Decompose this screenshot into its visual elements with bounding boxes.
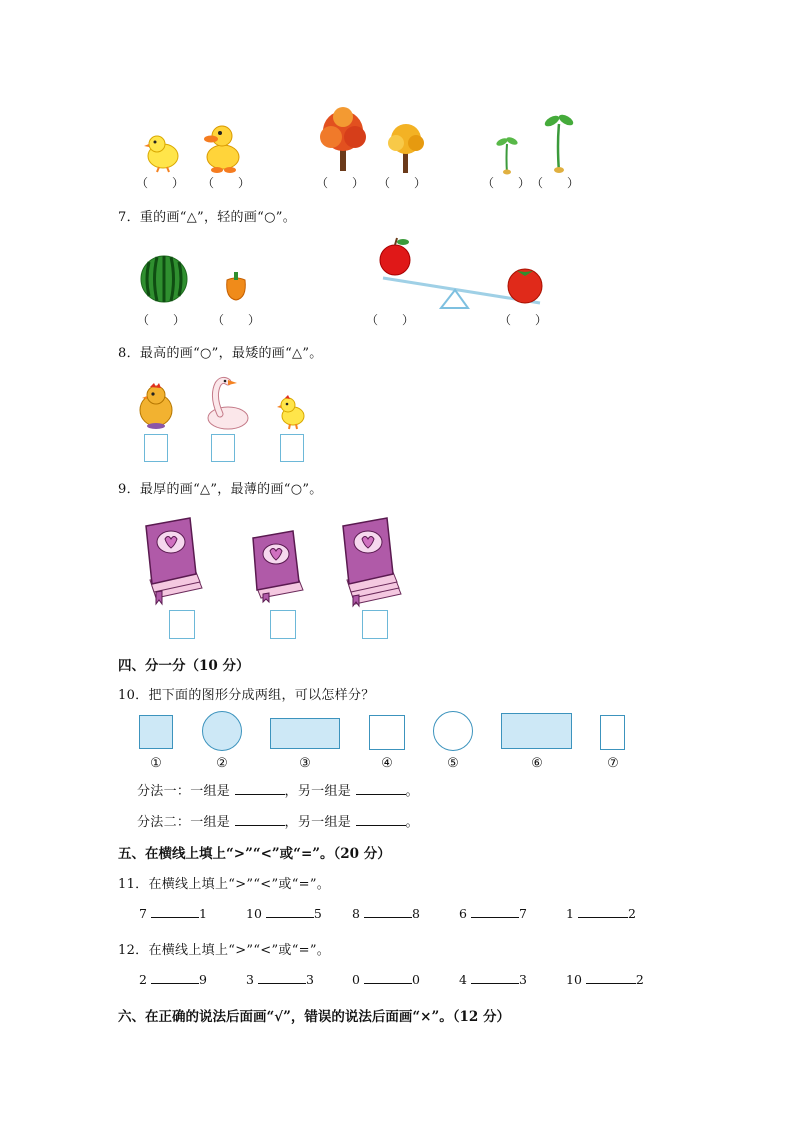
- q11-blank-5[interactable]: [578, 917, 628, 918]
- paren-small-tree: （ ）: [378, 176, 427, 190]
- paren-chick: （ ）: [136, 176, 185, 190]
- q12-blank-2[interactable]: [258, 983, 306, 984]
- question-8: 8．最高的画“○”，最矮的画“△”。: [118, 346, 323, 361]
- medium-book-image: [142, 514, 206, 604]
- q11-item-2: 10 5: [246, 906, 322, 921]
- small-chick-image: [277, 395, 307, 429]
- shape-number-3: ③: [299, 756, 311, 771]
- shape-number-7: ⑦: [607, 756, 619, 771]
- hen-image: [136, 382, 176, 430]
- thin-book-image: [249, 528, 305, 602]
- section-4-title: 四、分一分（10 分）: [118, 658, 250, 674]
- method-2-label-b: ，另一组是: [284, 815, 352, 830]
- goose-image: [204, 374, 250, 432]
- q11-blank-1[interactable]: [151, 917, 199, 918]
- paren-big-tree: （ ）: [316, 176, 365, 190]
- shape-number-4: ④: [381, 756, 393, 771]
- shape-4-square: [369, 715, 405, 750]
- shape-number-1: ①: [150, 756, 162, 771]
- question-12: 12．在横线上填上“>”“<”或“=”。: [118, 943, 331, 958]
- q11-item-5: 1 2: [566, 906, 636, 921]
- question-9: 9．最厚的画“△”，最薄的画“○”。: [118, 482, 323, 497]
- q11-item-3: 8 8: [352, 906, 420, 921]
- seesaw-image: [375, 236, 547, 314]
- chick-image: [143, 132, 183, 172]
- answer-box-chick[interactable]: [280, 434, 304, 462]
- small-sprout-image: [496, 132, 518, 174]
- paren-tall-sprout: （ ）: [531, 176, 580, 190]
- section-6-title: 六、在正确的说法后面画“√”，错误的说法后面画“×”。（12 分）: [118, 1009, 510, 1025]
- q12-item-5: 10 2: [566, 972, 644, 987]
- method-1-blank-a[interactable]: [235, 794, 285, 795]
- answer-box-hen[interactable]: [144, 434, 168, 462]
- q12-item-1: 2 9: [139, 972, 207, 987]
- small-tree-image: [384, 121, 428, 173]
- question-7: 7．重的画“△”，轻的画“○”。: [118, 210, 296, 225]
- paren-tomato: （ ）: [499, 313, 548, 327]
- method-2-blank-a[interactable]: [235, 825, 285, 826]
- shape-2-circle: [202, 711, 242, 751]
- question-10: 10．把下面的图形分成两组，可以怎样分？: [118, 688, 375, 703]
- q12-blank-5[interactable]: [586, 983, 636, 984]
- method-2-label: 分法二：一组是: [137, 815, 231, 830]
- q11-blank-3[interactable]: [364, 917, 412, 918]
- pepper-image: [223, 270, 249, 302]
- q12-item-4: 4 3: [459, 972, 527, 987]
- q11-blank-2[interactable]: [266, 917, 314, 918]
- method-1-line: [137, 780, 419, 799]
- method-2-blank-b[interactable]: [356, 825, 406, 826]
- paren-pepper: （ ）: [212, 313, 261, 327]
- duck-image: [203, 122, 241, 174]
- q11-blank-4[interactable]: [471, 917, 519, 918]
- q11-item-4: 6 7: [459, 906, 527, 921]
- q12-blank-3[interactable]: [364, 983, 412, 984]
- shape-5-circle: [433, 711, 473, 751]
- q12-item-3: 0 0: [352, 972, 420, 987]
- method-1-label: 分法一：一组是: [137, 784, 231, 799]
- thick-book-image: [339, 514, 405, 606]
- answer-box-book-2[interactable]: [270, 610, 296, 639]
- method-1-end: 。: [405, 784, 419, 799]
- paren-apple: （ ）: [366, 313, 415, 327]
- watermelon-image: [139, 254, 189, 304]
- question-11: 11．在横线上填上“>”“<”或“=”。: [118, 877, 331, 892]
- q12-item-2: 3 3: [246, 972, 314, 987]
- paren-watermelon: （ ）: [137, 313, 186, 327]
- section-5-title: 五、在横线上填上“>”“<”或“=”。（20 分）: [118, 846, 391, 862]
- shape-number-6: ⑥: [531, 756, 543, 771]
- shape-1-square: [139, 715, 173, 749]
- shape-3-rectangle: [270, 718, 340, 749]
- shape-number-2: ②: [216, 756, 228, 771]
- q12-blank-4[interactable]: [471, 983, 519, 984]
- method-2-end: 。: [405, 815, 419, 830]
- method-2-line: [137, 811, 419, 830]
- method-1-blank-b[interactable]: [356, 794, 406, 795]
- shape-6-rectangle: [501, 713, 572, 749]
- shape-number-5: ⑤: [447, 756, 459, 771]
- answer-box-goose[interactable]: [211, 434, 235, 462]
- answer-box-book-1[interactable]: [169, 610, 195, 639]
- paren-duck: （ ）: [202, 176, 251, 190]
- method-1-label-b: ，另一组是: [284, 784, 352, 799]
- shape-7-rectangle: [600, 715, 625, 750]
- tall-sprout-image: [544, 110, 574, 174]
- big-tree-image: [317, 107, 369, 173]
- answer-box-book-3[interactable]: [362, 610, 388, 639]
- paren-small-sprout: （ ）: [482, 176, 531, 190]
- q12-blank-1[interactable]: [151, 983, 199, 984]
- q11-item-1: 7 1: [139, 906, 207, 921]
